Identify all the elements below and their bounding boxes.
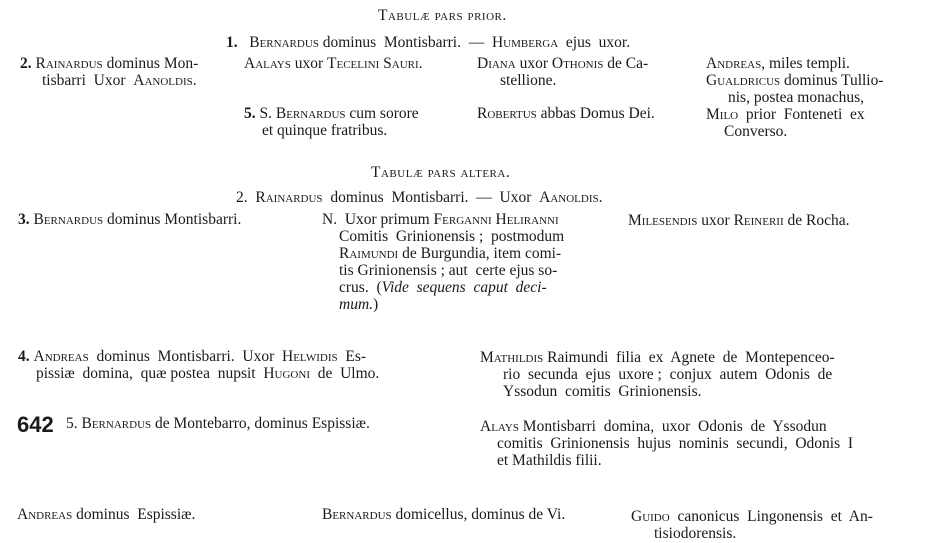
entry-bernardus-3 (18, 211, 241, 228)
generation-number: 4. (18, 348, 30, 365)
entry-text: de Rocha. (783, 212, 850, 229)
entry-diana-line2: stellione. (500, 72, 557, 89)
entry-n-uxor-line3 (339, 245, 561, 262)
entry-andreas-espissiae (17, 506, 195, 523)
entry-text: de Ulmo. (309, 365, 380, 382)
entry-guido (631, 508, 873, 525)
entry-text: S. (255, 105, 276, 122)
person-name: Bernardus (322, 506, 392, 523)
entry-milo-line2: Converso. (724, 123, 788, 140)
person-name: Andreas (17, 506, 73, 523)
entry-text: uxor (290, 55, 328, 72)
entry-alays-line2: comitis Grinionensis hujus nominis secundi, Odonis I (497, 435, 854, 452)
entry-text: crus. ( (339, 279, 382, 296)
entry-n-uxor-line5 (339, 279, 547, 296)
cross-reference: mum. (339, 296, 374, 313)
entry-alays-line3: et Mathildis filii. (497, 452, 602, 469)
entry-aalays (244, 55, 423, 72)
entry-text: dominus Montisbarri. Uxor (88, 348, 283, 365)
entry-text: dominus Montisbarri. — Uxor (322, 189, 540, 206)
generation-number: 2. (236, 189, 248, 206)
generation-number: 1. (226, 34, 238, 51)
entry-text: de Montebarro, dominus Espissiæ. (151, 415, 370, 432)
person-name: Reinerii (733, 212, 784, 229)
entry-mathildis (480, 349, 835, 366)
person-name: Mathildis (480, 349, 544, 366)
page-number: 642 (17, 412, 54, 437)
person-name: Milesendis (628, 212, 698, 229)
part-two-generation-2 (236, 189, 602, 206)
entry-text: Raimundi filia ex Agnete de Montepenceo- (543, 349, 835, 366)
person-name: Aanoldis. (539, 189, 603, 206)
entry-s-bernardus (244, 105, 419, 122)
person-name: Aalays (244, 55, 291, 72)
entry-text: dominus Montisbarri. (103, 211, 242, 228)
person-name: Rainardus (35, 55, 103, 72)
entry-text: dominus Mon- (102, 55, 199, 72)
cross-reference: Vide sequens caput deci- (381, 279, 547, 296)
person-name: Gualdricus (706, 72, 781, 89)
person-name: Andreas (33, 348, 89, 365)
entry-andreas-4-line2 (36, 365, 379, 382)
entry-andreas-4 (18, 348, 366, 365)
entry-text: dominus Espissiæ. (72, 506, 196, 523)
entry-text: dominus Tullio- (780, 72, 884, 89)
entry-mathildis-line3: Yssodun comitis Grinionensis. (503, 383, 702, 400)
entry-text: N. Uxor primum (322, 211, 434, 228)
entry-n-uxor (322, 211, 559, 228)
person-name: Guido (631, 508, 670, 525)
entry-milo (706, 106, 865, 123)
entry-rainardus (20, 55, 198, 72)
person-name: Helwidis (282, 348, 338, 365)
person-name: Rainardus (255, 189, 323, 206)
entry-text: ) (373, 296, 379, 313)
entry-text: domicellus, dominus de Vi. (391, 506, 566, 523)
person-name: Bernardus (33, 211, 104, 228)
entry-text: tisbarri Uxor (42, 72, 134, 89)
entry-text: canonicus Lingonensis et An- (669, 508, 873, 525)
person-name: Bernardus (275, 105, 346, 122)
generation-number: 3. (18, 211, 30, 228)
entry-alays (480, 418, 827, 435)
entry-text: uxor (697, 212, 734, 229)
entry-guido-line2: tisiodorensis. (654, 525, 737, 542)
entry-text: uxor (515, 55, 552, 72)
entry-rainardus-line2 (42, 72, 197, 89)
generation-number: 2. (20, 55, 32, 72)
person-name: Andreas, (706, 55, 766, 72)
part-one-heading: Tabulæ pars prior. (378, 7, 507, 24)
entry-bernardus-5 (66, 415, 370, 432)
entry-mathildis-line2: rio secunda ejus uxore ; conjux autem Odonis de (503, 366, 833, 383)
entry-text: prior Fonteneti ex (738, 106, 865, 123)
person-name: Tecelini Sauri. (327, 55, 423, 72)
person-name: Othonis (551, 55, 604, 72)
entry-text: miles templi. (765, 55, 850, 72)
part-two-heading: Tabulæ pars altera. (371, 164, 511, 181)
person-name: Bernardus (249, 34, 319, 51)
entry-text: Montisbarri domina, uxor Odonis de Yssodun (518, 418, 827, 435)
entry-s-bernardus-line2: et quinque fratribus. (262, 122, 388, 139)
entry-text: de Burgundia, item comi- (398, 245, 562, 262)
entry-gualdricus (706, 72, 884, 89)
entry-text: cum sorore (345, 105, 419, 122)
person-name: Milo (706, 106, 739, 123)
person-name: Ferganni Heliranni (433, 211, 559, 228)
entry-n-uxor-line4: tis Grinionensis ; aut certe ejus so- (339, 262, 558, 279)
entry-robertus (477, 105, 655, 122)
entry-n-uxor-line6 (339, 296, 378, 313)
person-name: Raimundi (339, 245, 399, 262)
generation-number: 5. (66, 415, 78, 432)
entry-text: de Ca- (603, 55, 649, 72)
person-name: Diana (477, 55, 516, 72)
entry-diana (477, 55, 648, 72)
entry-text: abbas Domus Dei. (536, 105, 655, 122)
person-name: Alays (480, 418, 519, 435)
entry-text: dominus Montisbarri. — (318, 34, 492, 51)
person-name: Humberga (491, 34, 559, 51)
entry-andreas-templar (706, 55, 850, 72)
entry-bernardus-domicellus (322, 506, 565, 523)
person-name: Robertus (477, 105, 537, 122)
person-name: Aanoldis. (133, 72, 197, 89)
generation-number: 5. (244, 105, 256, 122)
entry-text: pissiæ domina, quæ postea nupsit (36, 365, 264, 382)
entry-n-uxor-line2: Comitis Grinionensis ; postmodum (339, 228, 565, 245)
person-name: Hugoni (263, 365, 310, 382)
part-one-generation-1 (226, 34, 630, 51)
person-name: Bernardus (81, 415, 152, 432)
entry-gualdricus-line2: nis, postea monachus, (728, 89, 865, 106)
entry-text: ejus uxor. (558, 34, 631, 51)
entry-text: Es- (337, 348, 367, 365)
entry-milesendis (628, 212, 849, 229)
